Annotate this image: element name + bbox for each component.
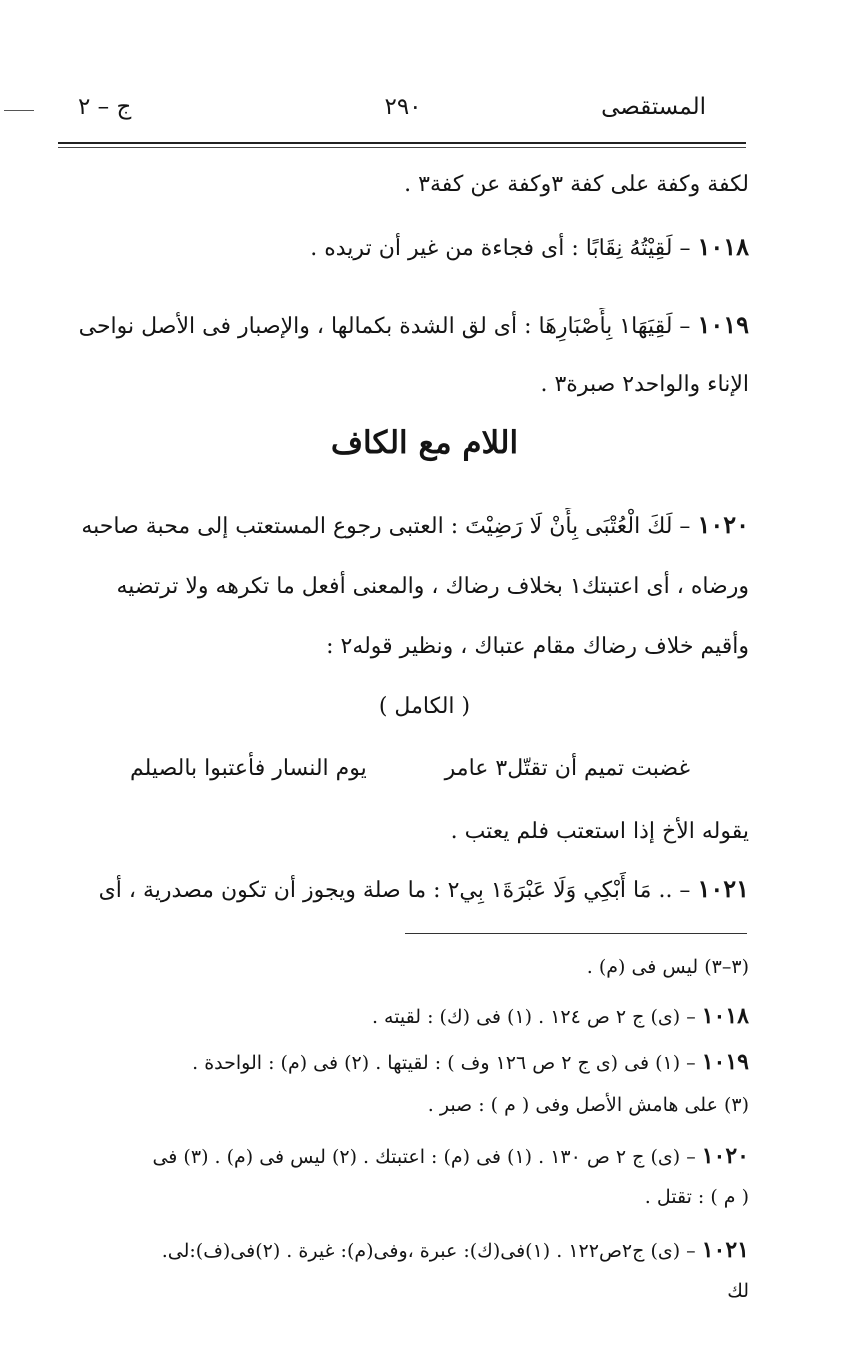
body-line (59, 628, 749, 664)
footnote-text: (٣) على هامش الأصل وفى ( م ) : صبر . (427, 1094, 749, 1116)
verse-second-hemistich: يوم النسار فأعتبوا بالصيلم (130, 756, 367, 781)
entry-number: ١٠٢١ (697, 874, 749, 903)
header-rule (58, 142, 746, 144)
footnote-text: (٣–٣) ليس فى (م) . (586, 956, 749, 978)
body-line (59, 872, 749, 908)
body-line (59, 308, 749, 344)
body-line (59, 508, 749, 544)
footnote-line (59, 1089, 749, 1120)
line-text: لكفة وكفة على كفة ٣وكفة عن كفة٣ . (404, 172, 749, 197)
footnote-text: – (ى) ج ٢ ص ١٣٠ . (١) فى (م) : اعتبتك . (٢) ليس فى (م) . (٣) فى (152, 1146, 702, 1168)
footnote-text: – (١) فى (ى ج ٢ ص ١٢٦ وف ) : لقيتها . (٢) فى (م) : الواحدة . (192, 1052, 702, 1074)
poetry-verse (130, 752, 690, 790)
footnote-line (59, 951, 749, 982)
line-text: – .. مَا أَبْكِي وَلَا عَبْرَةَ١ بِي٢ : ما صلة ويجوز أن تكون مصدرية ، أى (98, 878, 698, 903)
footnote-line (59, 1001, 749, 1032)
header-title: المستقصى (601, 94, 706, 120)
footnote-rule (405, 933, 747, 934)
footnote-line (59, 1235, 749, 1266)
entry-number: ١٠٢٠ (697, 510, 749, 539)
body-line (59, 366, 749, 402)
header-rule-thin (58, 147, 746, 148)
footnote-text: – (ى) ج٢ص١٢٢ . (١)فى(ك): عبرة ،وفى(م): غيرة . (٢)فى(ف):لى. (161, 1240, 702, 1262)
meter-label: ( الكامل ) (378, 694, 471, 719)
margin-mark (4, 110, 34, 111)
page-number: ٢٩٠ (384, 94, 422, 120)
body-line (59, 166, 749, 202)
line-text: يقوله الأخ إذا استعتب فلم يعتب . (450, 819, 749, 844)
line-text: الإناء والواحد٢ صبرة٣ . (540, 372, 749, 397)
running-header (60, 86, 746, 126)
footnote-line (59, 1141, 749, 1172)
line-text: – لَقِيْتُهُ نِقَابًا : أى فجاءة من غير أن تريده . (310, 236, 698, 261)
line-text: – لَكَ الْعُتْبَى بِأَنْ لَا رَضِيْتَ : العتبى رجوع المستعتب إلى محبة صاحبه (81, 514, 698, 539)
footnote-line (59, 1275, 749, 1306)
footnote-number: ١٠١٨ (701, 1003, 749, 1029)
footnote-text: ( م ) : تقتل . (644, 1186, 749, 1208)
footnote-number: ١٠١٩ (701, 1049, 749, 1075)
line-text: – لَقِيَهَا١ بِأَصْبَارِهَا : أى لق الشدة بكمالها ، والإصبار فى الأصل نواحى (78, 314, 698, 339)
line-text: وأقيم خلاف رضاك مقام عتباك ، ونظير قوله٢ : (326, 634, 749, 659)
footnote-line (59, 1181, 749, 1212)
footnote-text: – (ى) ج ٢ ص ١٢٤ . (١) فى (ك) : لقيته . (371, 1006, 702, 1028)
footnote-line (59, 1047, 749, 1078)
volume-label: ج – ٢ (78, 94, 132, 120)
section-heading: اللام مع الكاف (330, 425, 519, 461)
entry-number: ١٠١٩ (697, 310, 749, 339)
footnote-number: ١٠٢٠ (701, 1143, 749, 1169)
body-line (59, 568, 749, 604)
body-line (59, 230, 749, 266)
body-line (59, 813, 749, 849)
line-text: ورضاه ، أى اعتبتك١ بخلاف رضاك ، والمعنى أفعل ما تكرهه ولا ترتضيه (116, 574, 749, 599)
footnote-text: لك (727, 1280, 749, 1302)
verse-first-hemistich: غضبت تميم أن تقتّل٣ عامر (444, 756, 690, 781)
footnote-number: ١٠٢١ (701, 1237, 749, 1263)
entry-number: ١٠١٨ (697, 232, 749, 261)
